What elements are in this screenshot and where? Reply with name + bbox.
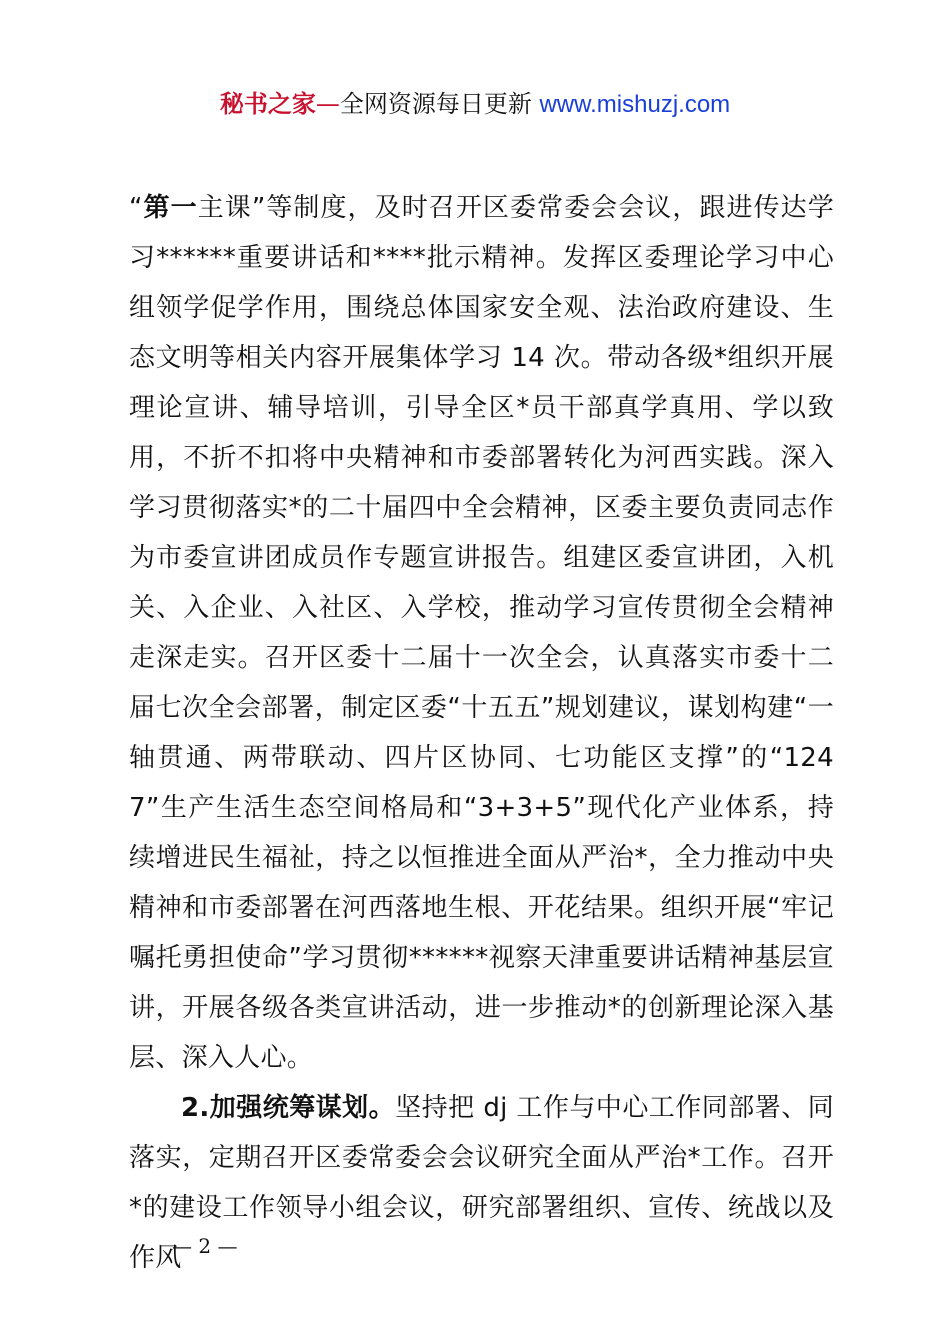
header-dash: — bbox=[315, 90, 340, 118]
open-quote: “ bbox=[129, 193, 143, 223]
paragraph-1-text: 主课”等制度，及时召开区委常委会会议，跟进传达学习******重要讲话和****批示精神。发挥区委理论学习中心组领学促学作用，围绕总体国家安全观、法治政府建设、生态文明等相关内容开展集体学习 14 次。带动各级*组织开展理论宣讲、辅导培训，引导全区*员干部真学真用、学以致用，不折不扣将中央精神和市委部署转化为河西实践。深入学习贯彻落实*的二十届四中全会精神，区委主要负责同志作为市委宣讲团成员作专题宣讲报告。组建区委宣讲团，入机关、入企业、入社区、入学校，推动学习宣传贯彻全会精神走深走实。召开区委十二届十一次全会，认真落实市委十二届七次全会部署，制定区委“十五五”规划建议，谋划构建“一轴贯通、两带联动、四片区协同、七功能区支撑”的“1247”生产生活生态空间格局和“3+3+5”现代化产业体系，持续增进民生福祉，持之以恒推进全面从严治*，全力推动中央精神和市委部署在河西落地生根、开花结果。组织开展“牢记嘱托勇担使命”学习贯彻******视察天津重要讲话精神基层宣讲，开展各级各类宣讲活动，进一步推动*的创新理论深入基层、深入人心。 bbox=[129, 193, 834, 1073]
document-body bbox=[129, 183, 834, 1283]
paragraph-2-text: 坚持把 dj 工作与中心工作同部署、同落实，定期召开区委常委会会议研究全面从严治*工作。召开*的建设工作领导小组会议，研究部署组织、宣传、统战以及作风 bbox=[129, 1093, 834, 1273]
paragraph-1 bbox=[129, 183, 834, 1083]
section-heading: 2.加强统筹谋划。 bbox=[181, 1093, 396, 1123]
site-url-link[interactable]: www.mishuzj.com bbox=[539, 91, 731, 118]
brand-name: 秘书之家 bbox=[219, 90, 316, 118]
site-header bbox=[0, 84, 950, 125]
header-tagline: 全网资源每日更新 bbox=[339, 90, 532, 118]
page-number: — 2 — bbox=[172, 1234, 238, 1258]
bold-phrase: 第一 bbox=[142, 193, 198, 223]
